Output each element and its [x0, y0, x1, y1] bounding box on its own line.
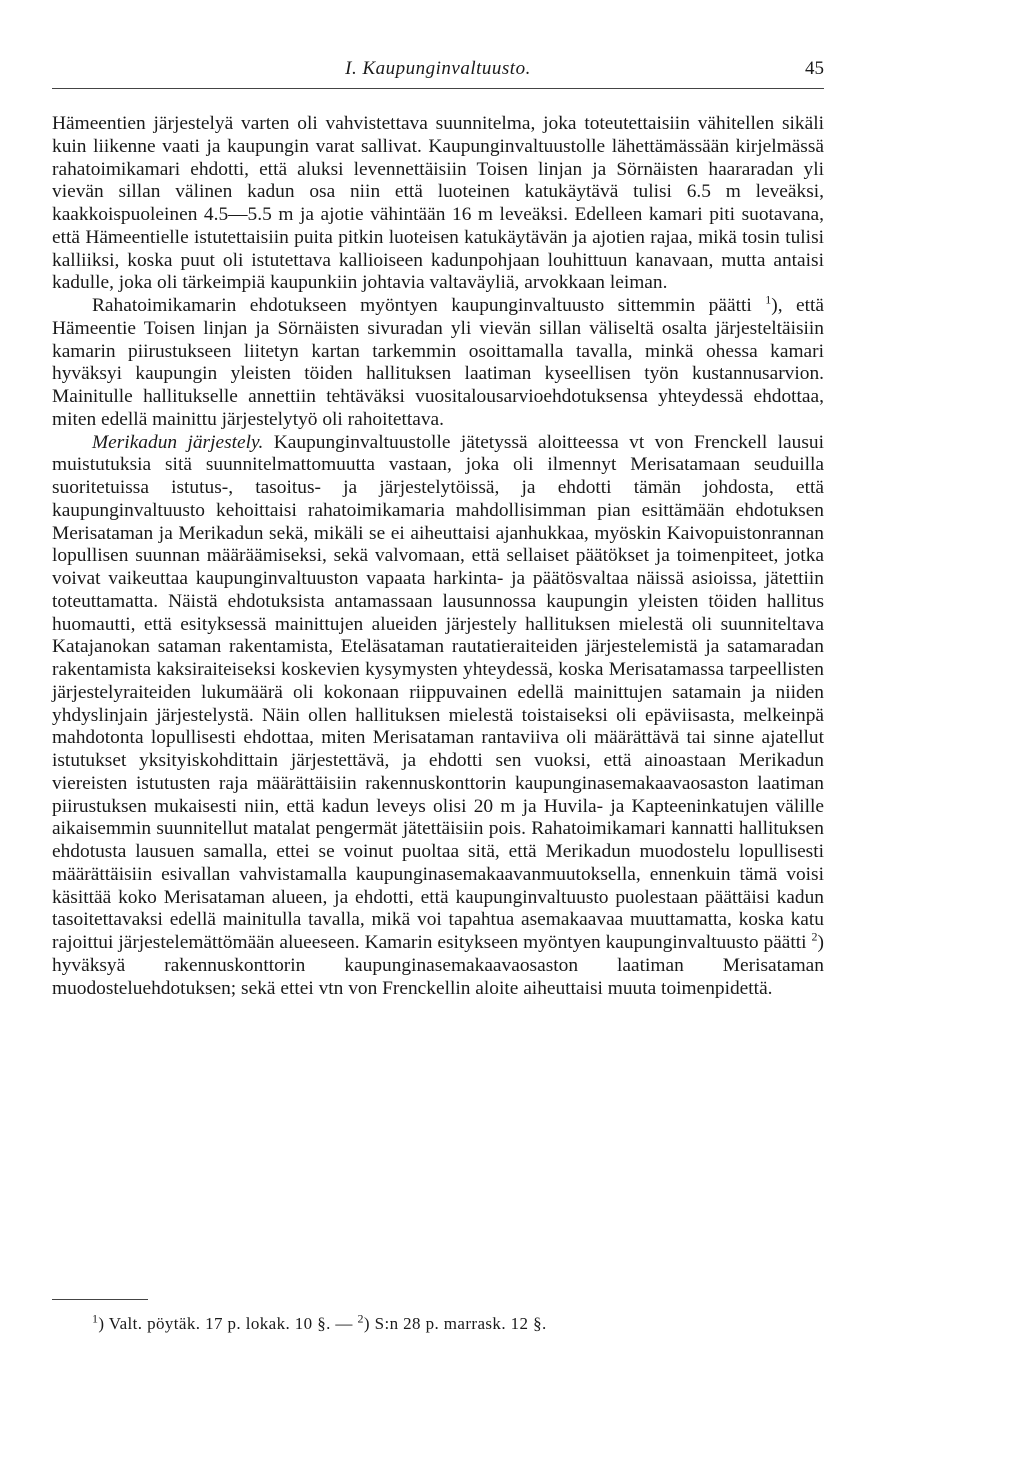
footnote-marker-1: 1 [92, 1311, 99, 1326]
footnote-text-1: ) Valt. pöytäk. 17 p. lokak. 10 §. — [98, 1314, 358, 1333]
page-number: 45 [805, 58, 824, 79]
header-rule [52, 88, 824, 89]
footnote-rule [52, 1299, 148, 1300]
footnote-ref-1: 1 [765, 292, 772, 307]
chapter-title: I. Kaupunginvaltuusto. [345, 58, 531, 79]
footnote-marker-2: 2 [357, 1311, 364, 1326]
paragraph-merikatu [52, 432, 824, 1001]
footnote-ref-2: 2 [811, 929, 818, 944]
paragraph-text: Kaupunginvaltuustolle jätetyssä aloitteessa vt von Frenckell lausui muistutuksia sitä suunnitelmattomuutta vastaan, joka oli ilmennyt Merisatamaan seuduilla suoritetuissa istutus-, tasoitus- ja järjestelytöissä, ja ehdotti tämän johdosta, että kaupunginvaltuusto kehoittaisi rahatoimikamaria mahdollisimman pian esittämään ehdotuksen Merisataman ja Merikadun sekä, mikäli se ei aiheuttaisi ajanhukkaa, myöskin Kaivopuistonrannan lopullisen suunnan määräämiseksi, sekä valvomaan, että sellaiset päätökset ja toimenpiteet, jotka voivat vaikeuttaa kaupunginvaltuuston vapaata harkinta- ja päätösvaltaa näissä asioissa, jätettiin toteuttamatta. Näistä ehdotuksista antamassaan lausunnossa kaupungin yleisten töiden hallitus huomautti, että esityksessä mainittujen alueiden järjestely hallituksen mielestä oli suunniteltava Katajanokan sataman rakentamista, Eteläsataman rautatieraiteiden järjestelemistä ja satamaradan rakentamista kaksiraiteiseksi koskevien kysymysten yhteydessä, koska Merisatamassa tarpeellisten järjestelyraiteiden lukumäärä oli kokonaan riippuvainen edellä mainittujen satamain ja niiden yhdyslinjain järjestelystä. Näin ollen hallituksen mielestä toistaiseksi oli epäviisasta, melkeinpä mahdotonta lopullisesti ehdottaa, miten Merisataman rantaviiva oli määrättävä tai sinne ajatellut istutukset yksityiskohdittain järjestettävä, ja ehdotti sen vuoksi, että ainoastaan Merikadun viereisten istutusten raja määrättäisiin rakennuskonttorin kaupunginasemakaavaosaston laatiman piirustuksen mukaisesti niin, että kadun leveys olisi 20 m ja Huvila- ja Kapteeninkatujen välille aikaisemmin suunnitellut matalat pengermät jätettäisiin pois. Rahatoimikamari kannatti hallituksen ehdotusta lausuen samalla, ettei se voinut puoltaa sitä, että Merikadun muodostelu lopullisesti määrättäisiin esivallan vahvistamalla kaupunginasemakaavanmuutoksella, ennenkuin tämä voisi käsittää koko Merisataman alueen, ja ehdotti, että kaupunginvaltuusto puolestaan päättäisi kadun tasoitettavaksi edellä mainitulla tavalla, mikä voi tapahtua asemakaavaa muuttamatta, koska katu rajoittui järjestelemättömään alueeseen. Kamarin esitykseen myöntyen kaupunginvaltuusto päätti [52, 431, 824, 953]
paragraph-text: Hämeentien järjestelyä varten oli vahvistettava suunnitelma, joka toteutettaisiin vähitellen sikäli kuin liikenne vaati ja kaupungin varat sallivat. Kaupunginvaltuustolle lähettämässään kirjelmässä rahatoimikamari ehdotti, että aluksi levennettäisiin Toisen linjan ja Sörnäisten haararadan yli vievän sillan välinen kadun osa niin että luoteinen katukäytävä tulisi 6.5 m leveäksi, kaakkoispuoleinen 4.5—5.5 m ja ajotie vähintään 16 m leveäksi. Edelleen kamari piti suotavana, että Hämeentielle istutettaisiin puita pitkin luoteisen katukäytävän ja ajotien rajaa, mikä tosin tulisi kalliiksi, koska puut oli istutettava kallioiseen kadunpohjaan louhittuun kanavaan, mutta antaisi kadulle, joka oli tärkeimpiä kaupunkiin johtavia valtaväyliä, arvokkaan leiman. [52, 113, 824, 294]
paragraph-text: Rahatoimikamarin ehdotukseen myöntyen kaupunginvaltuusto sittemmin päätti [92, 295, 766, 316]
paragraph-text: ) hyväksyä rakennuskonttorin kaupunginasemakaavaosaston laatiman Merisataman muodosteluehdotuksen; sekä ettei vtn von Frenckellin aloite aiheuttaisi muuta toimenpidettä. [52, 932, 824, 999]
paragraph-text: ), että Hämeentie Toisen linjan ja Sörnäisten sivuradan yli vievän sillan väliseltä osalta järjesteltäisiin kamarin piirustukseen liitetyn kartan tarkemmin osoittamalla tavalla, minkä ohessa kamari hyväksyi kaupungin yleisten töiden hallituksen laatiman kyseellisen työn kustannusarvion. Mainitulle hallitukselle annettiin tehtäväksi vuositalousarvioehdotuksensa yhteydessä ehdottaa, miten edellä mainittu järjestelytyö oli rahoitettava. [52, 295, 825, 430]
paragraph-decision [52, 292, 825, 432]
running-header [52, 58, 824, 84]
section-lead-heading: Merikadun järjestely. [92, 431, 264, 453]
body-text [52, 113, 824, 1000]
footnotes [92, 1311, 792, 1334]
paragraph-hameentie [52, 113, 824, 295]
footnote-text-2: ) S:n 28 p. marrask. 12 §. [363, 1314, 547, 1333]
